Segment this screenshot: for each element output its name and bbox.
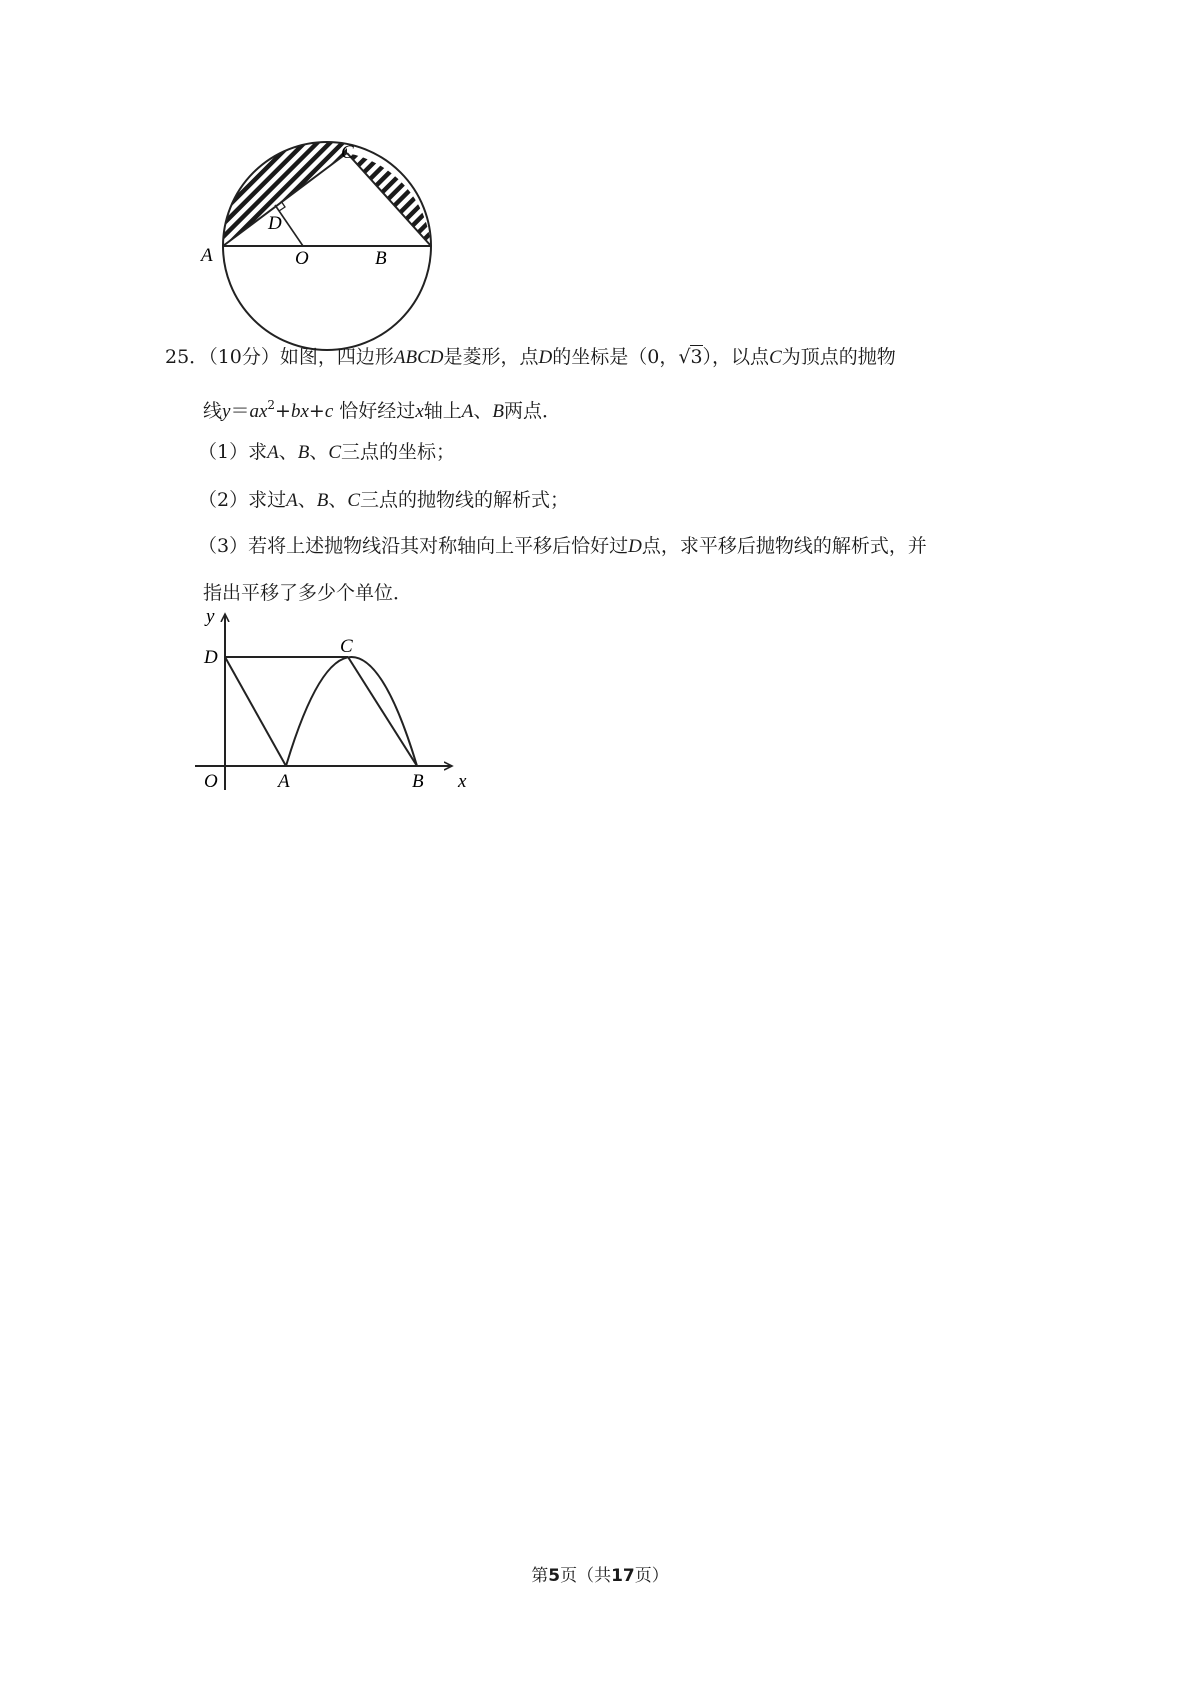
- q2-sep: 、: [297, 489, 317, 511]
- stem-a: A: [461, 401, 474, 422]
- q1-c: C: [328, 442, 342, 463]
- stem-text: 如图，四边形: [279, 346, 394, 368]
- stem-text: 恰好经过: [333, 400, 416, 422]
- stem-abcd: ABCD: [393, 347, 444, 368]
- label-d2: D: [204, 647, 218, 668]
- label-x: x: [458, 771, 467, 792]
- problem-stem-line2: [203, 392, 561, 425]
- stem-text: ），以点: [702, 346, 770, 368]
- footer-text: 页）: [634, 1566, 669, 1586]
- label-c: C: [341, 142, 354, 163]
- parabola-curve: [286, 657, 417, 766]
- stem-c: C: [769, 347, 782, 368]
- q3-text: 点，求平移后抛物线的解析式，并: [641, 535, 927, 557]
- page-number: 5: [548, 1566, 561, 1586]
- problem-number: 25．: [165, 346, 209, 368]
- stem-text: 轴上: [423, 400, 462, 422]
- stem-text: 的坐标是（0，: [552, 346, 679, 368]
- q1-text: 三点的坐标；: [341, 441, 456, 463]
- total-pages: 17: [611, 1566, 635, 1586]
- stem-text: 为顶点的抛物: [781, 346, 896, 368]
- stem-text: 线: [203, 400, 223, 422]
- footer-text: 第: [531, 1566, 549, 1586]
- label-d: D: [268, 213, 282, 234]
- q2-c: C: [347, 490, 361, 511]
- label-b2: B: [412, 771, 424, 792]
- circle-figure: [201, 142, 445, 370]
- sqrt-argument: 3: [690, 346, 703, 368]
- footer-text: 页（共: [560, 1566, 612, 1586]
- eq-plus: +: [308, 400, 325, 422]
- label-c2: C: [340, 636, 353, 657]
- eq-y: y: [222, 401, 231, 422]
- segment-da: [225, 657, 286, 766]
- problem-stem-line1: [165, 344, 896, 371]
- sqrt-symbol: √: [678, 346, 691, 368]
- q3-d: D: [628, 536, 642, 557]
- stem-b: B: [492, 401, 504, 422]
- q1-text: （1）求: [198, 441, 268, 463]
- q1-sep: 、: [309, 441, 329, 463]
- segment-cb: [348, 657, 417, 766]
- stem-d: D: [538, 347, 553, 368]
- q1-a: A: [267, 442, 279, 463]
- eq-equals: ＝: [230, 400, 250, 422]
- eq-ax: ax: [249, 401, 268, 422]
- label-b: B: [375, 248, 387, 269]
- stem-text: 两点．: [504, 400, 562, 422]
- eq-bx: bx: [290, 401, 309, 422]
- label-a: A: [201, 245, 213, 266]
- q3-text: 指出平移了多少个单位．: [203, 582, 413, 604]
- q2-text: 三点的抛物线的解析式；: [360, 489, 570, 511]
- eq-c: c: [324, 401, 334, 422]
- page-footer: [0, 1561, 1200, 1586]
- eq-plus: +: [275, 400, 291, 422]
- q2-a: A: [286, 490, 298, 511]
- stem-sep: 、: [473, 400, 493, 422]
- question-3-line1: [198, 533, 927, 560]
- question-1: [198, 439, 455, 466]
- problem-score: （10分）: [208, 346, 280, 368]
- q1-sep: 、: [278, 441, 298, 463]
- label-a2: A: [278, 771, 290, 792]
- question-2: [198, 487, 569, 514]
- label-y: y: [206, 606, 215, 627]
- eq-exponent: 2: [267, 398, 276, 412]
- coordinate-figure: [190, 600, 490, 800]
- stem-x: x: [415, 401, 424, 422]
- q2-b: B: [316, 490, 329, 511]
- q1-b: B: [297, 442, 310, 463]
- q3-text: （3）若将上述抛物线沿其对称轴向上平移后恰好过: [198, 535, 629, 557]
- q2-text: （2）求过: [198, 489, 287, 511]
- label-o: O: [295, 248, 309, 269]
- stem-text: 是菱形，点: [443, 346, 539, 368]
- label-o2: O: [204, 771, 218, 792]
- q2-sep: 、: [328, 489, 348, 511]
